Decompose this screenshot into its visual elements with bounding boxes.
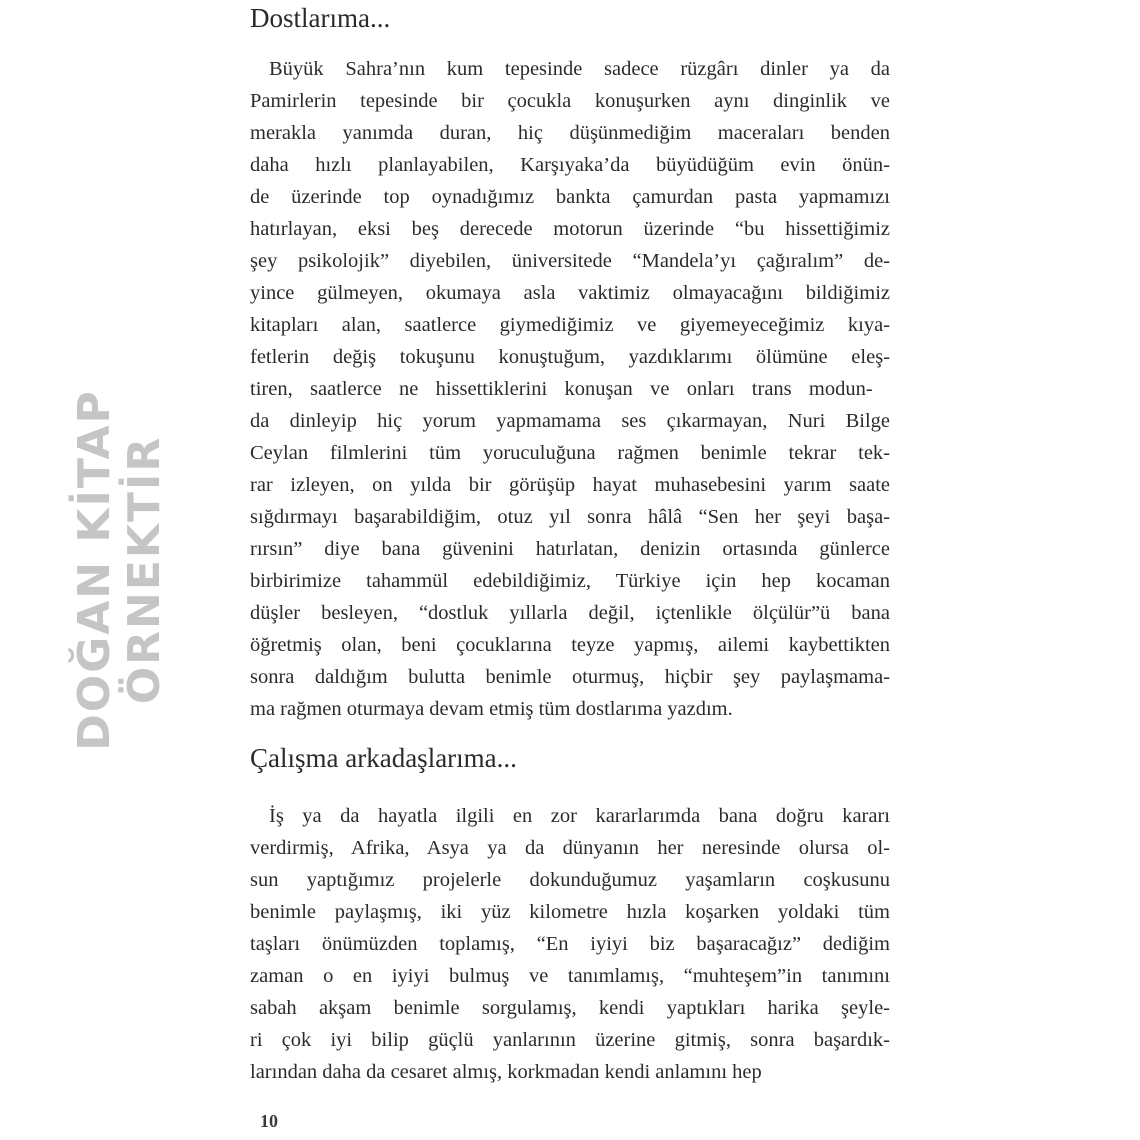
page-number: 10 [260, 1111, 278, 1131]
book-page [250, 0, 890, 1140]
text-line: fetlerin değiş tokuşunu konuştuğum, yazdıklarımı ölümüne eleş- [250, 346, 890, 368]
text-line: Pamirlerin tepesinde bir çocukla konuşurken aynı dinginlik ve [250, 90, 890, 112]
text-line: kitapları alan, saatlerce giymediğimiz ve giyemeyeceğimiz kıya- [250, 314, 890, 336]
text-line: sonra daldığım bulutta benimle oturmuş, hiçbir şey paylaşmama- [250, 666, 890, 688]
text-line: verdirmiş, Afrika, Asya ya da dünyanın her neresinde olursa ol- [250, 837, 890, 859]
text-line: sabah akşam benimle sorgulamış, kendi yaptıkları harika şeyle- [250, 997, 890, 1019]
text-line: ri çok iyi bilip güçlü yanlarının üzerine gitmiş, sonra başardık- [250, 1029, 890, 1051]
text-line: öğretmiş olan, beni çocuklarına teyze yapmış, ailemi kaybettikten [250, 634, 890, 656]
text-line: şey psikolojik” diyebilen, üniversitede “Mandela’yı çağıralım” de- [250, 250, 890, 272]
section-heading-friends: Dostlarıma... [250, 3, 391, 33]
text-line: daha hızlı planlayabilen, Karşıyaka’da büyüdüğüm evin önün- [250, 154, 890, 176]
text-line: yince gülmeyen, okumaya asla vaktimiz olmayacağını bildiğimiz [250, 282, 890, 304]
text-line: ma rağmen oturmaya devam etmiş tüm dostlarıma yazdım. [250, 698, 733, 720]
text-line: birbirimize tahammül edebildiğimiz, Türkiye için hep kocaman [250, 570, 890, 592]
text-line: larından daha da cesaret almış, korkmadan kendi anlamını hep [250, 1061, 762, 1083]
text-line: düşler besleyen, “dostluk yıllarla değil, içtenlikle ölçülür”ü bana [250, 602, 890, 624]
paragraph-colleagues [250, 800, 890, 1088]
text-line: sığdırmayı başarabildiğim, otuz yıl sonra hâlâ “Sen her şeyi başa- [250, 506, 890, 528]
text-line: merakla yanımda duran, hiç düşünmediğim maceraları benden [250, 122, 890, 144]
text-line: İş ya da hayatla ilgili en zor kararlarımda bana doğru kararı [269, 805, 890, 827]
text-line: hatırlayan, eksi beş derecede motorun üzerinde “bu hissettiğimiz [250, 218, 890, 240]
text-line: Ceylan filmlerini tüm yoruculuğuna rağmen benimle tekrar tek- [250, 442, 890, 464]
text-line: rırsın” diye bana güvenini hatırlatan, denizin ortasında günlerce [250, 538, 890, 560]
watermark [60, 330, 180, 810]
watermark-text [70, 389, 170, 751]
text-line: Büyük Sahra’nın kum tepesinde sadece rüzgârı dinler ya da [269, 58, 890, 80]
text-line: rar izleyen, on yılda bir görüşüp hayat muhasebesini yarım saate [250, 474, 890, 496]
paragraph-friends [250, 53, 890, 725]
watermark-line-2: ÖRNEKTİR [119, 435, 170, 705]
text-line: tiren, saatlerce ne hissettiklerini konuşan ve onları trans modun- [250, 378, 873, 400]
text-line: benimle paylaşmış, iki yüz kilometre hızla koşarken yoldaki tüm [250, 901, 890, 923]
text-line: taşları önümüzden toplamış, “En iyiyi biz başaracağız” dediğim [250, 933, 890, 955]
section-heading-colleagues: Çalışma arkadaşlarıma... [250, 743, 517, 773]
text-line: da dinleyip hiç yorum yapmamama ses çıkarmayan, Nuri Bilge [250, 410, 890, 432]
text-line: de üzerinde top oynadığımız bankta çamurdan pasta yapmamızı [250, 186, 890, 208]
text-line: zaman o en iyiyi bulmuş ve tanımlamış, “muhteşem”in tanımını [250, 965, 890, 987]
watermark-line-1: DOĞAN KİTAP [69, 389, 120, 751]
text-line: sun yaptığımız projelerle dokunduğumuz yaşamların coşkusunu [250, 869, 890, 891]
